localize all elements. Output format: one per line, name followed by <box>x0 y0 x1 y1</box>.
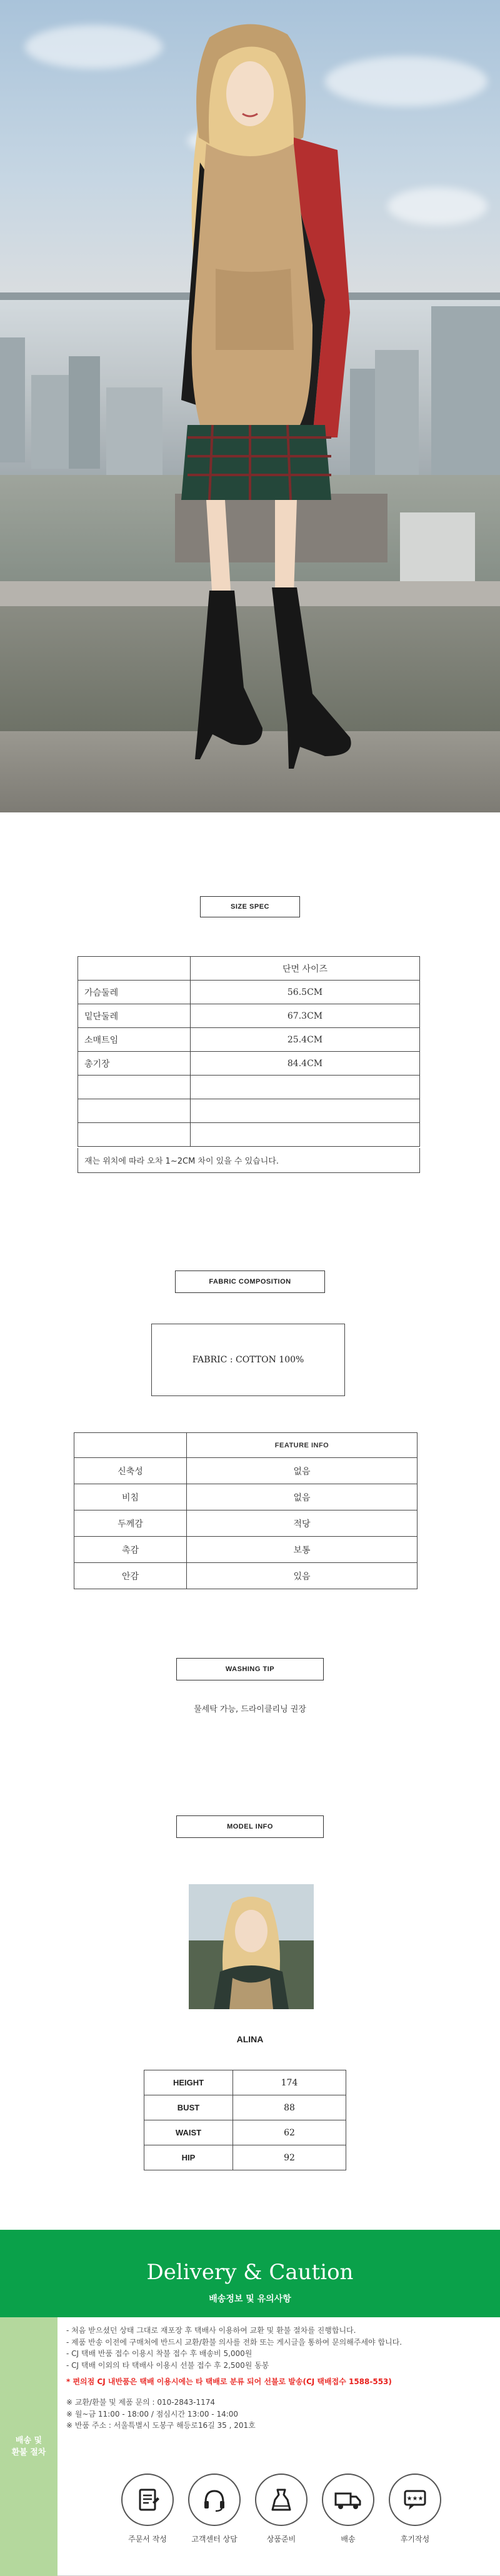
table-row: HIP 92 <box>144 2145 346 2170</box>
size-spec-note: 재는 위치에 따라 오차 1~2CM 차이 있을 수 있습니다. <box>78 1148 420 1173</box>
step-shipping: 배송 <box>319 2474 377 2561</box>
table-row: 총기장 84.4CM <box>78 1052 420 1076</box>
table-row <box>78 1099 420 1123</box>
hero-product-photo <box>0 0 500 812</box>
table-row <box>78 1076 420 1099</box>
step-order-form: 주문서 작성 <box>119 2474 176 2561</box>
model-info-table <box>144 2070 346 2170</box>
table-row: WAIST 62 <box>144 2120 346 2145</box>
order-form-icon <box>121 2474 174 2526</box>
delivery-line: - CJ 택배 이외의 타 택배사 이용시 선불 접수 후 2,500원 동봉 <box>66 2360 269 2370</box>
feature-info-header: FEATURE INFO <box>187 1433 418 1458</box>
table-row: HEIGHT 174 <box>144 2070 346 2095</box>
table-row: 두께감 적당 <box>74 1510 418 1537</box>
washing-tip-title: WASHING TIP <box>176 1658 324 1680</box>
contact-line: ※ 월~금 11:00 - 18:00 / 점심시간 13:00 - 14:00 <box>66 2409 239 2419</box>
delivery-body <box>0 2317 500 2576</box>
table-row: 신축성 없음 <box>74 1458 418 1484</box>
size-spec-title: SIZE SPEC <box>200 896 300 917</box>
model-figure-illustration <box>0 0 500 812</box>
size-column-header: 단면 사이즈 <box>191 957 420 981</box>
feature-info-table <box>74 1432 418 1589</box>
size-spec-table <box>78 956 420 1147</box>
delivery-info-text <box>66 2325 491 2432</box>
step-review: ★★★ 후기작성 <box>386 2474 444 2561</box>
contact-line: ※ 반품 주소 : 서울특별시 도봉구 해등로16길 35 , 201호 <box>66 2421 256 2430</box>
dress-icon <box>255 2474 308 2526</box>
delivery-caution-section <box>0 2230 500 2576</box>
step-customer-center: 고객센터 상담 <box>186 2474 243 2561</box>
truck-icon <box>322 2474 374 2526</box>
fabric-content: FABRIC : COTTON 100% <box>151 1324 345 1396</box>
table-row <box>78 957 420 981</box>
table-row: 비침 없음 <box>74 1484 418 1510</box>
table-row: BUST 88 <box>144 2095 346 2120</box>
table-row <box>78 1123 420 1147</box>
fabric-composition-title: FABRIC COMPOSITION <box>175 1271 325 1293</box>
delivery-side-label: 배송 및 환불 절차 <box>0 2317 58 2576</box>
table-row: 밑단둘레 67.3CM <box>78 1004 420 1028</box>
delivery-line: - 처음 받으셨던 상태 그대로 재포장 후 택배사 이용하여 교환 및 환불 절차를 진행합니다. <box>66 2326 356 2335</box>
model-info-title: MODEL INFO <box>176 1815 324 1838</box>
model-portrait-illustration <box>189 1884 314 2009</box>
table-row: 촉감 보통 <box>74 1537 418 1563</box>
table-row: 가슴둘레 56.5CM <box>78 981 420 1004</box>
delivery-title: Delivery & Caution <box>146 2260 354 2285</box>
washing-tip-text: 물세탁 가능, 드라이클리닝 권장 <box>194 1705 306 1714</box>
model-name: ALINA <box>236 2034 264 2044</box>
review-icon <box>389 2474 441 2526</box>
table-row <box>74 1433 418 1458</box>
table-row: 안감 있음 <box>74 1563 418 1589</box>
delivery-line: - 제품 반송 이전에 구매처에 반드시 교환/환불 의사를 전화 또는 게시글을 통하여 문의해주세야 합니다. <box>66 2337 402 2347</box>
delivery-subtitle: 배송정보 및 유의사항 <box>209 2294 291 2304</box>
delivery-line: - CJ 택배 반품 접수 이용시 착불 접수 후 배송비 5,000원 <box>66 2349 252 2359</box>
headset-icon <box>188 2474 241 2526</box>
delivery-warning: * 편의점 CJ 내반품은 택배 이용시에는 타 택배로 분류 되어 선불로 발송(CJ 택배접수 1588-553) <box>66 2377 392 2387</box>
delivery-steps <box>119 2474 444 2561</box>
step-product-prep: 상품준비 <box>252 2474 310 2561</box>
table-row: 소매트임 25.4CM <box>78 1028 420 1052</box>
contact-line: ※ 교환/환불 및 제품 문의 : 010-2843-1174 <box>66 2397 215 2407</box>
delivery-header <box>0 2230 500 2317</box>
model-photo <box>189 1884 314 2009</box>
svg-text:★★★: ★★★ <box>406 2495 424 2502</box>
